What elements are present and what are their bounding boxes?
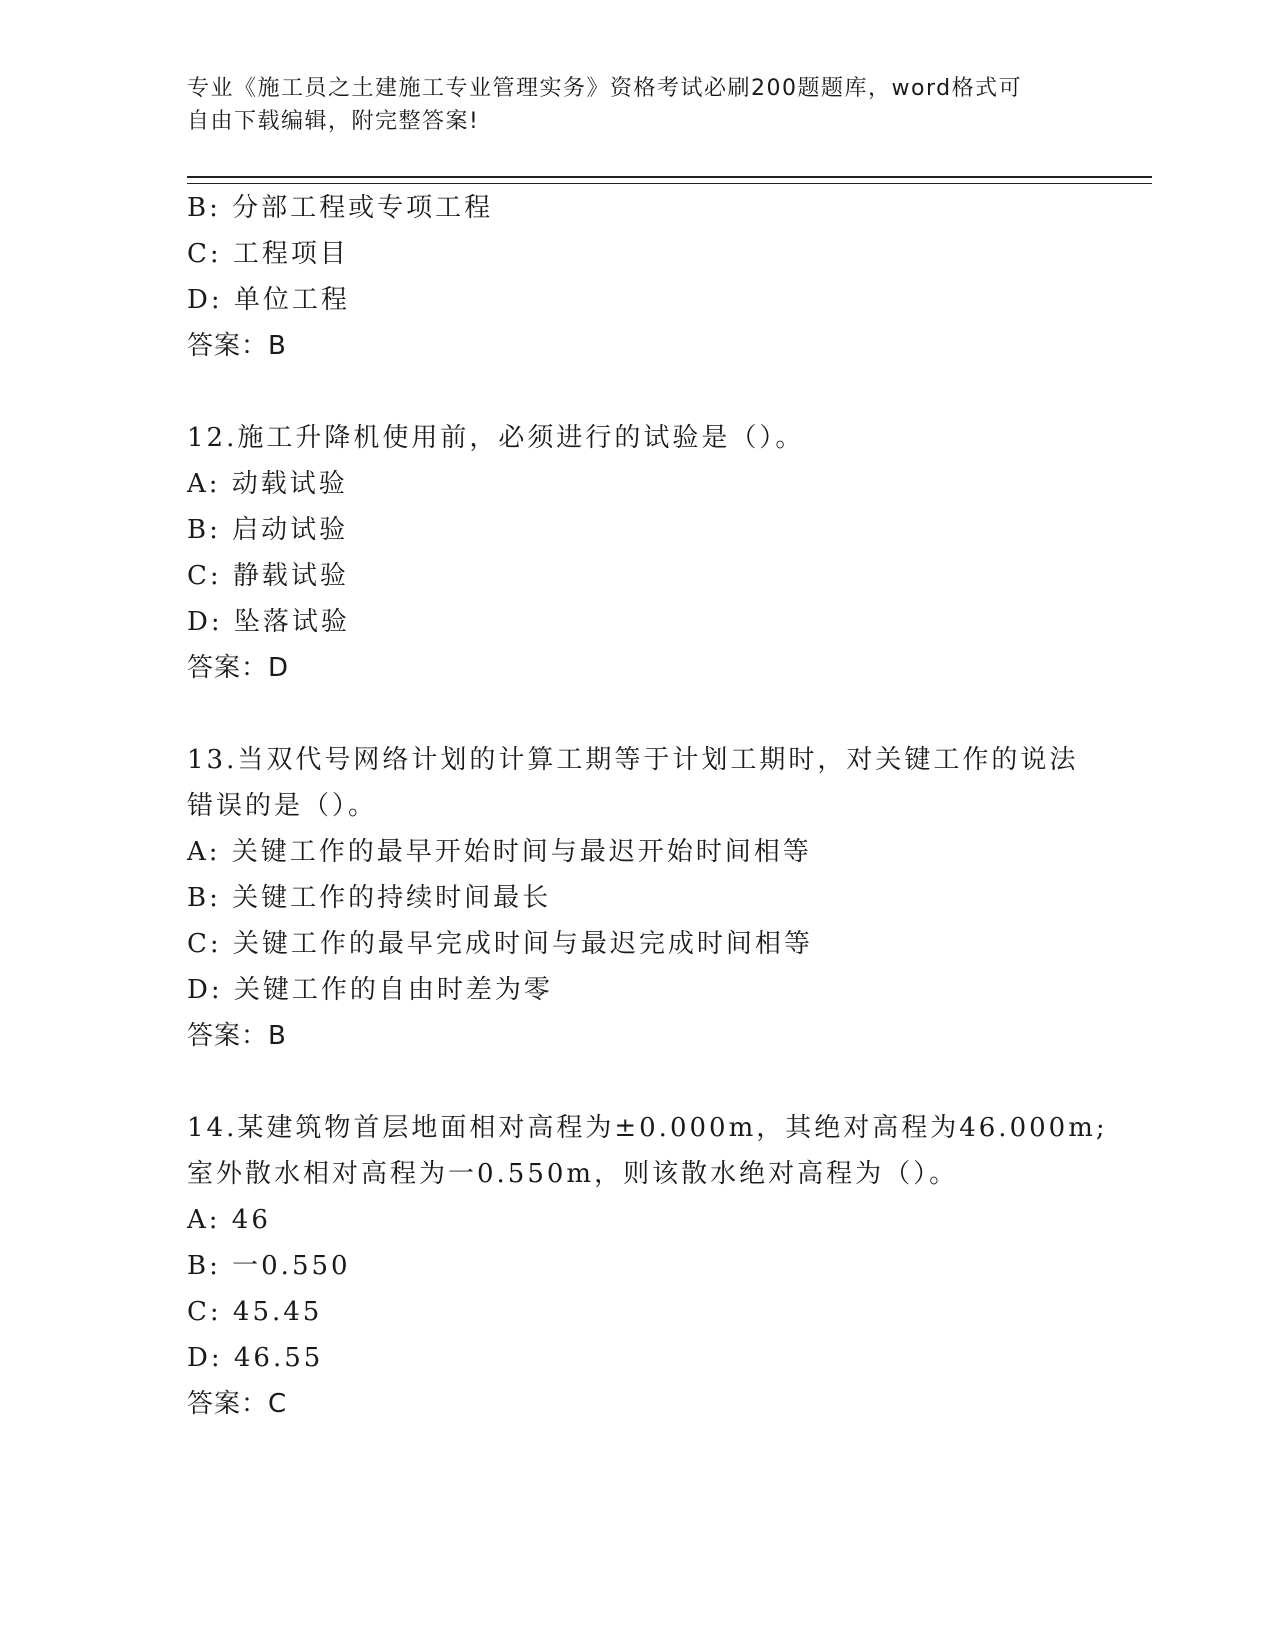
question-13 xyxy=(187,737,1127,1059)
q11-option-c: C: 工程项目 xyxy=(187,239,349,269)
q11-answer: 答案：B xyxy=(187,331,287,361)
spacer xyxy=(187,1059,1127,1105)
q13-option-b: B: 关键工作的持续时间最长 xyxy=(187,883,552,913)
header-divider xyxy=(187,176,1152,184)
q14-stem-line-2: 室外散水相对高程为一0.550m，则该散水绝对高程为（）。 xyxy=(187,1159,959,1189)
q14-option-a: A: 46 xyxy=(187,1205,271,1235)
q13-option-a: A: 关键工作的最早开始时间与最迟开始时间相等 xyxy=(187,837,812,867)
header-line-2: 自由下载编辑，附完整答案! xyxy=(187,109,480,134)
header-line-1: 专业《施工员之土建施工专业管理实务》资格考试必刷200题题库，word格式可 xyxy=(187,76,1023,101)
q12-option-b: B: 启动试验 xyxy=(187,515,349,545)
q13-answer: 答案：B xyxy=(187,1021,287,1051)
q13-option-d: D: 关键工作的自由时差为零 xyxy=(187,975,553,1005)
q14-option-c: C: 45.45 xyxy=(187,1297,323,1327)
q11-option-d: D: 单位工程 xyxy=(187,285,350,315)
q12-option-d: D: 坠落试验 xyxy=(187,607,350,637)
q12-stem: 12.施工升降机使用前，必须进行的试验是（）。 xyxy=(187,423,805,453)
q12-option-c: C: 静载试验 xyxy=(187,561,349,591)
spacer xyxy=(187,691,1127,737)
q14-option-b: B: 一0.550 xyxy=(187,1251,351,1281)
q12-answer: 答案：D xyxy=(187,653,290,683)
q14-answer: 答案：C xyxy=(187,1389,288,1419)
document-body xyxy=(187,185,1127,1427)
q14-option-d: D: 46.55 xyxy=(187,1343,324,1373)
question-14 xyxy=(187,1105,1127,1427)
q13-stem-line-1: 13.当双代号网络计划的计算工期等于计划工期时，对关键工作的说法 xyxy=(187,745,1079,775)
question-12 xyxy=(187,415,1127,691)
q11-option-b: B: 分部工程或专项工程 xyxy=(187,193,494,223)
q13-option-c: C: 关键工作的最早完成时间与最迟完成时间相等 xyxy=(187,929,813,959)
question-11 xyxy=(187,185,1127,369)
page-header xyxy=(187,72,1087,138)
q12-option-a: A: 动载试验 xyxy=(187,469,348,499)
spacer xyxy=(187,369,1127,415)
q13-stem-line-2: 错误的是（）。 xyxy=(187,791,378,821)
q14-stem-line-1: 14.某建筑物首层地面相对高程为±0.000m，其绝对高程为46.000m; xyxy=(187,1113,1108,1143)
